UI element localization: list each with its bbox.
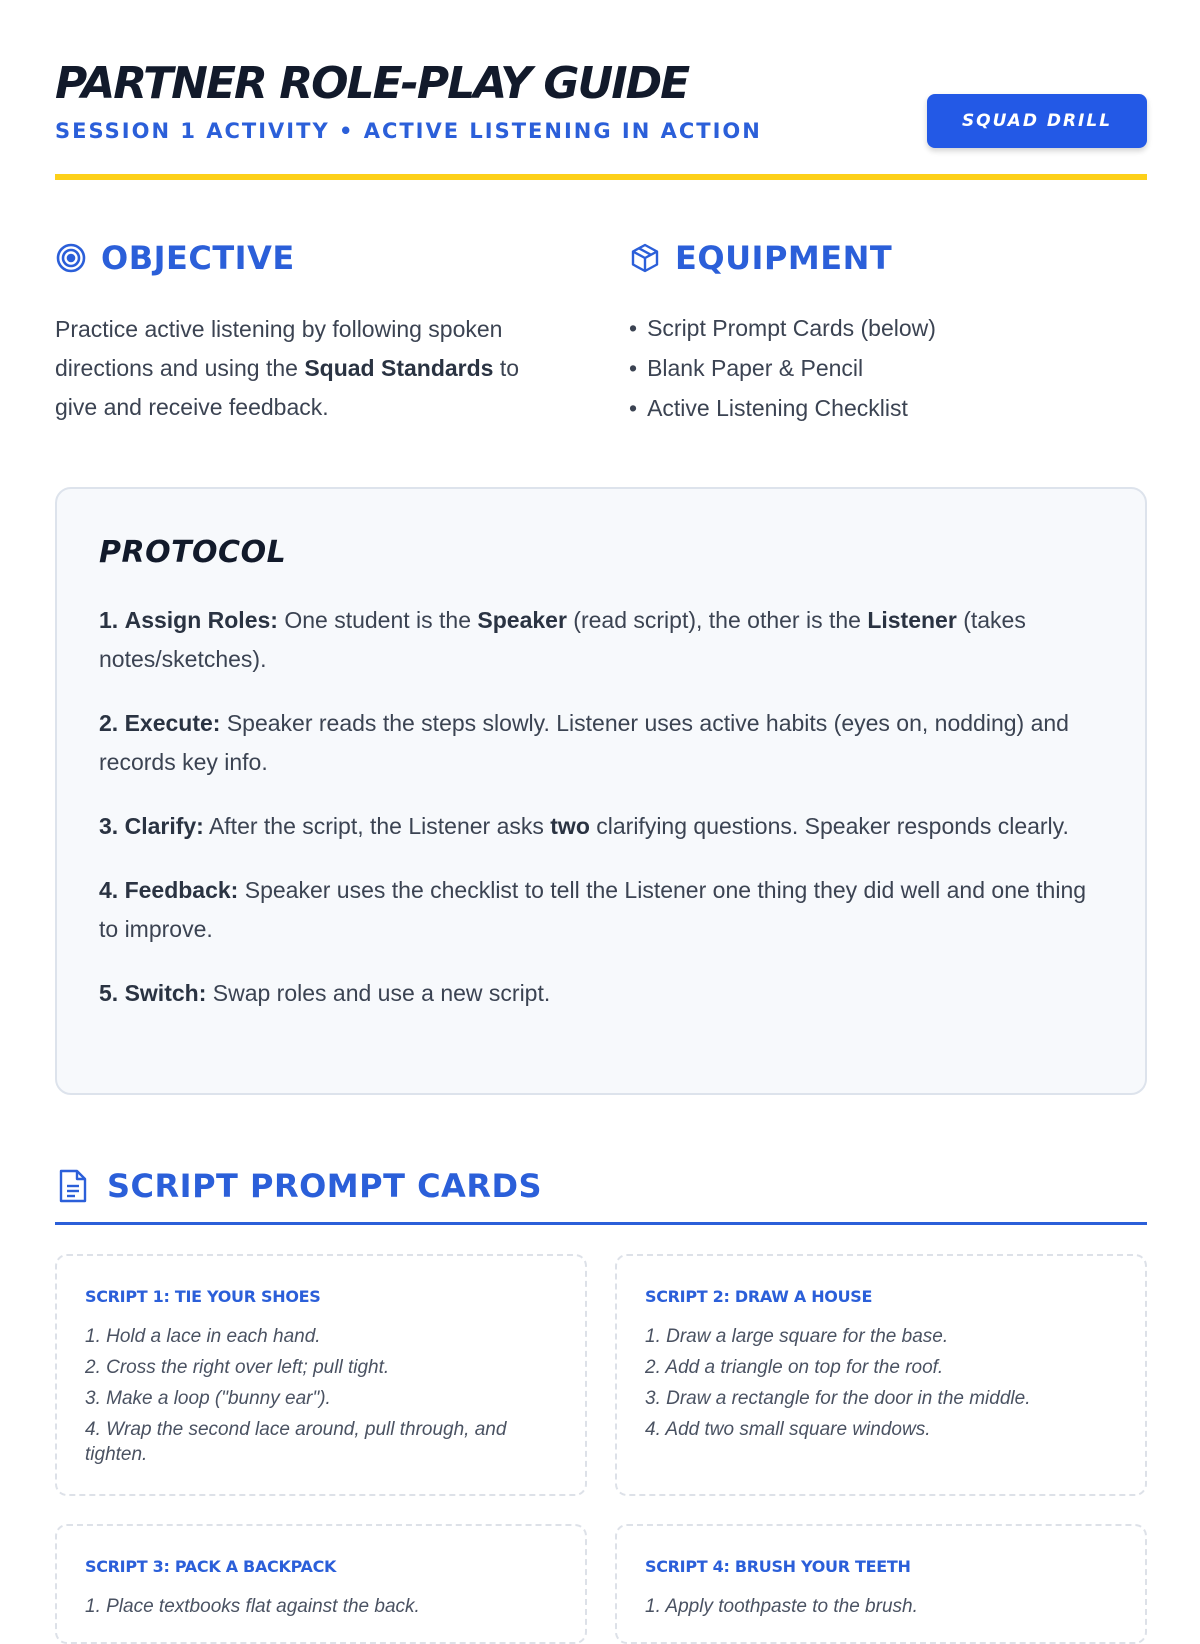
script-step: 1. Hold a lace in each hand. xyxy=(85,1326,321,1347)
script-step: 2. Cross the right over left; pull tight. xyxy=(85,1357,390,1378)
page-subtitle: SESSION 1 ACTIVITY • ACTIVE LISTENING IN ACTION xyxy=(55,119,762,143)
script-step: 4. Wrap the second lace around, pull through, and tighten. xyxy=(85,1419,507,1465)
document-icon xyxy=(55,1166,91,1206)
protocol-step xyxy=(99,601,1103,679)
equipment-heading-label: EQUIPMENT xyxy=(675,239,893,277)
box-icon xyxy=(629,242,661,274)
protocol-step-emphasis: Speaker xyxy=(477,607,567,633)
script-steps xyxy=(645,1324,1117,1442)
protocol-steps xyxy=(99,601,1103,1013)
script-card xyxy=(615,1254,1147,1496)
script-step: 1. Draw a large square for the base. xyxy=(645,1326,949,1347)
header-divider xyxy=(55,174,1147,180)
script-card xyxy=(615,1524,1147,1644)
scripts-heading xyxy=(55,1166,542,1206)
protocol-step-number: 3. xyxy=(99,813,119,839)
equipment-item: • Blank Paper & Pencil xyxy=(629,348,1147,388)
script-card xyxy=(55,1254,587,1496)
protocol-step xyxy=(99,974,1103,1013)
protocol-box xyxy=(55,487,1147,1095)
protocol-step-text: clarifying questions. Speaker responds clearly. xyxy=(589,813,1069,839)
target-icon xyxy=(55,242,87,274)
protocol-step-number: 2. xyxy=(99,710,119,736)
protocol-step-emphasis: two xyxy=(550,813,590,839)
protocol-step-text: Speaker uses the checklist to tell the Listener one thing they did well and one thing to improve. xyxy=(99,877,1087,942)
scripts-heading-label: SCRIPT PROMPT CARDS xyxy=(107,1167,543,1205)
equipment-heading xyxy=(629,240,1147,276)
page-title: PARTNER ROLE-PLAY GUIDE xyxy=(55,58,689,109)
squad-drill-badge: SQUAD DRILL xyxy=(927,94,1147,148)
script-steps xyxy=(85,1324,557,1467)
squad-standards-emphasis: Squad Standards xyxy=(304,355,494,381)
protocol-step-text: One student is the xyxy=(277,607,478,633)
protocol-step-number: 1. xyxy=(99,607,119,633)
protocol-step-label: Assign Roles: xyxy=(124,607,278,633)
scripts-divider xyxy=(55,1222,1147,1225)
protocol-step-text: (takes notes/sketches). xyxy=(99,607,1026,672)
script-card-title: SCRIPT 1: TIE YOUR SHOES xyxy=(85,1287,321,1306)
objective-text: Practice active listening by following spoken directions and using the Squad Standards to give and receive feedback. xyxy=(55,316,520,420)
protocol-step-label: Clarify: xyxy=(124,813,204,839)
protocol-step-number: 4. xyxy=(99,877,119,903)
equipment-list xyxy=(629,308,1147,428)
protocol-step-text: After the script, the Listener asks xyxy=(203,813,551,839)
script-step: 1. Apply toothpaste to the brush. xyxy=(645,1596,918,1617)
script-steps xyxy=(85,1594,557,1619)
protocol-step-text: (read script), the other is the xyxy=(566,607,868,633)
script-card-title: SCRIPT 2: DRAW A HOUSE xyxy=(645,1287,873,1306)
protocol-step-label: Switch: xyxy=(124,980,207,1006)
protocol-step xyxy=(99,704,1103,782)
protocol-step-label: Execute: xyxy=(124,710,221,736)
objective-heading xyxy=(55,240,565,276)
protocol-step-number: 5. xyxy=(99,980,119,1006)
equipment-section xyxy=(629,240,1147,428)
protocol-step-emphasis: Listener xyxy=(867,607,957,633)
equipment-item: • Active Listening Checklist xyxy=(629,388,1147,428)
protocol-step xyxy=(99,871,1103,949)
script-step: 4. Add two small square windows. xyxy=(645,1419,931,1440)
protocol-step xyxy=(99,807,1103,846)
protocol-step-text: Speaker reads the steps slowly. Listener uses active habits (eyes on, nodding) and records key info. xyxy=(99,710,1069,775)
script-card xyxy=(55,1524,587,1644)
script-step: 1. Place textbooks flat against the back. xyxy=(85,1596,420,1617)
activity-guide-page xyxy=(55,0,1147,1617)
protocol-title: PROTOCOL xyxy=(99,535,287,570)
script-step: 2. Add a triangle on top for the roof. xyxy=(645,1357,944,1378)
script-step: 3. Draw a rectangle for the door in the middle. xyxy=(645,1388,1031,1409)
protocol-step-label: Feedback: xyxy=(124,877,239,903)
objective-section xyxy=(55,240,565,427)
script-card-title: SCRIPT 4: BRUSH YOUR TEETH xyxy=(645,1557,911,1576)
script-steps xyxy=(645,1594,1117,1619)
protocol-step-text: Swap roles and use a new script. xyxy=(206,980,551,1006)
script-card-title: SCRIPT 3: PACK A BACKPACK xyxy=(85,1557,337,1576)
equipment-item: • Script Prompt Cards (below) xyxy=(629,308,1147,348)
page-header xyxy=(55,58,1147,182)
script-step: 3. Make a loop ("bunny ear"). xyxy=(85,1388,331,1409)
objective-heading-label: OBJECTIVE xyxy=(101,239,295,277)
